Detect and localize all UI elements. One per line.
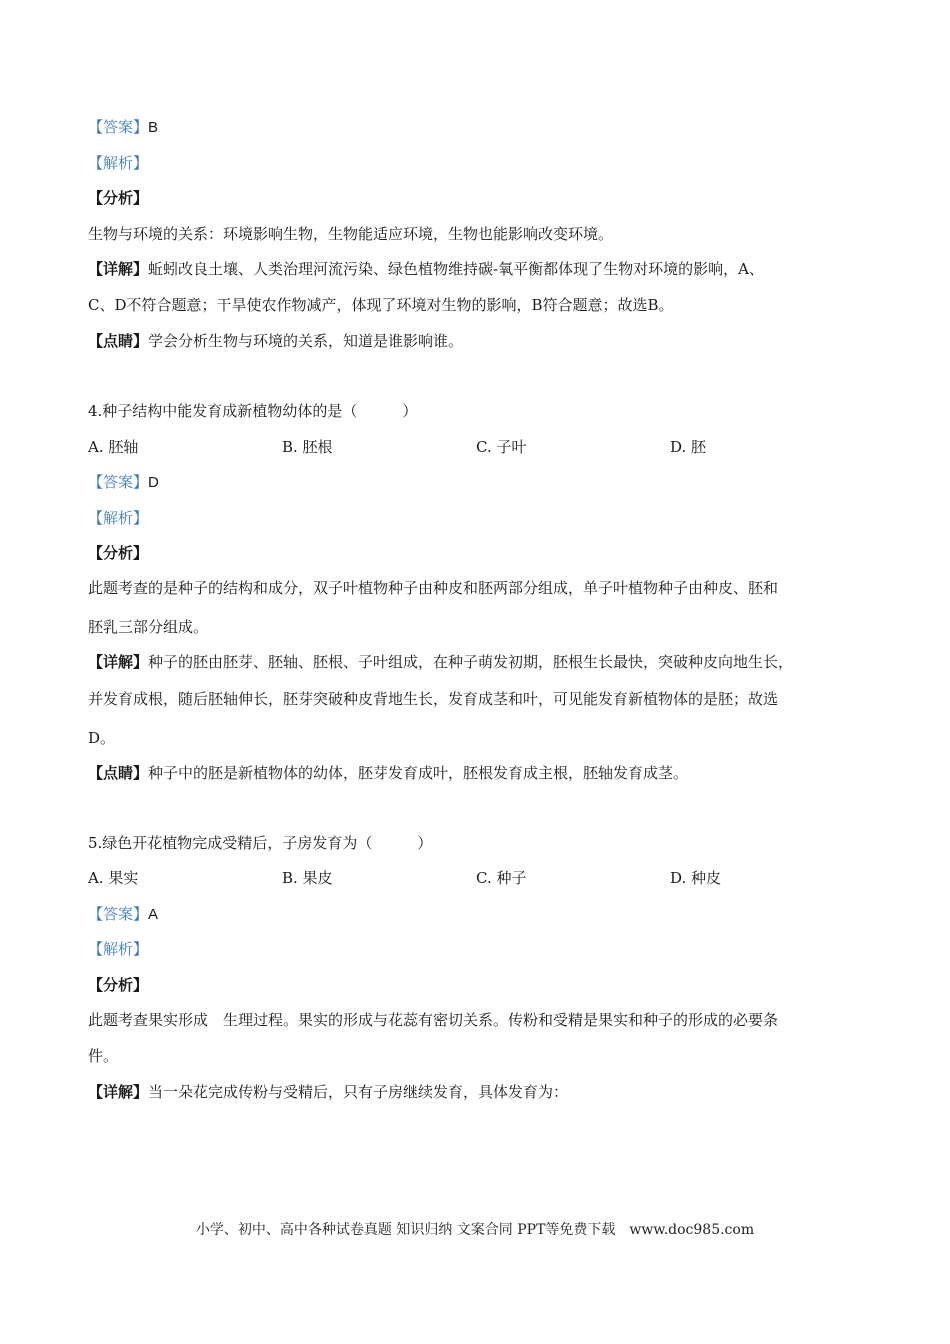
q4-xiangjie-tag: 【详解】 <box>88 653 149 671</box>
q5-option-d: D. 种皮 <box>670 869 722 887</box>
q4-option-b: B. 胚根 <box>282 438 333 456</box>
q5-answer-value: A <box>148 906 159 923</box>
q3-answer-value: B <box>148 119 159 136</box>
q3-fenxi-tag: 【分析】 <box>88 189 149 207</box>
q5-answer <box>88 904 158 925</box>
q4-option-c: C. 子叶 <box>476 438 527 456</box>
q3-xiangjie-text1: 蚯蚓改良土壤、人类治理河流污染、绿色植物维持碳-氧平衡都体现了生物对环境的影响，A、 <box>148 260 764 278</box>
q3-fenxi-text: 生物与环境的关系：环境影响生物，生物能适应环境，生物也能影响改变环境。 <box>88 225 614 243</box>
q5-xiangjie-text: 当一朵花完成传粉与受精后，只有子房继续发育，具体发育为： <box>148 1083 569 1101</box>
q4-dianjing-tag: 【点睛】 <box>88 764 149 782</box>
q5-option-c: C. 种子 <box>476 869 527 887</box>
q4-answer-tag: 【答案】 <box>88 473 149 491</box>
q4-xiangjie-line1 <box>88 652 793 672</box>
q4-answer-value: D <box>148 474 159 491</box>
q5-fenxi-line1: 此题考查果实形成 生理过程。果实的形成与花蕊有密切关系。传粉和受精是果实和种子的形成的必要条 <box>88 1011 779 1029</box>
q5-answer-tag: 【答案】 <box>88 905 149 923</box>
q4-question: 4.种子结构中能发育成新植物幼体的是（ ） <box>88 402 418 420</box>
q3-xiangjie-tag: 【详解】 <box>88 260 149 278</box>
q5-jiexi-tag: 【解析】 <box>88 940 149 958</box>
q5-option-b: B. 果皮 <box>282 869 333 887</box>
q3-xiangjie-line1 <box>88 259 764 279</box>
q3-dianjing <box>88 331 463 351</box>
q5-xiangjie <box>88 1082 568 1102</box>
q5-fenxi-tag: 【分析】 <box>88 976 149 994</box>
q4-jiexi-tag: 【解析】 <box>88 509 149 527</box>
q5-xiangjie-tag: 【详解】 <box>88 1083 149 1101</box>
q3-xiangjie-line2: C、D不符合题意；干旱使农作物减产，体现了环境对生物的影响，B符合题意；故选B。 <box>88 296 674 314</box>
q5-option-a: A. 果实 <box>88 869 139 887</box>
q5-question: 5.绿色开花植物完成受精后，子房发育为（ ） <box>88 834 433 852</box>
q3-dianjing-tag: 【点睛】 <box>88 332 149 350</box>
q4-xiangjie-text1: 种子的胚由胚芽、胚轴、胚根、子叶组成，在种子萌发初期，胚根生长最快，突破种皮向地生长， <box>148 653 794 671</box>
q4-dianjing <box>88 763 688 783</box>
q4-xiangjie-line2: 并发育成根，随后胚轴伸长，胚芽突破种皮背地生长，发育成茎和叶，可见能发育新植物体的是胚；故选 <box>88 690 779 708</box>
page-footer: 小学、初中、高中各种试卷真题 知识归纳 文案合同 PPT等免费下载 www.doc985.com <box>195 1222 755 1238</box>
q4-fenxi-tag: 【分析】 <box>88 544 149 562</box>
q3-jiexi-tag: 【解析】 <box>88 154 149 172</box>
q3-dianjing-text: 学会分析生物与环境的关系，知道是谁影响谁。 <box>148 332 464 350</box>
q4-fenxi-line1: 此题考查的是种子的结构和成分，双子叶植物种子由种皮和胚两部分组成，单子叶植物种子由种皮、胚和 <box>88 579 779 597</box>
q5-fenxi-line2: 件。 <box>88 1047 119 1065</box>
q4-fenxi-line2: 胚乳三部分组成。 <box>88 618 209 636</box>
q4-answer <box>88 472 159 493</box>
q4-xiangjie-line3: D。 <box>88 729 116 747</box>
q4-dianjing-text: 种子中的胚是新植物体的幼体，胚芽发育成叶，胚根发育成主根，胚轴发育成茎。 <box>148 764 689 782</box>
q4-option-a: A. 胚轴 <box>88 438 139 456</box>
q3-answer-tag: 【答案】 <box>88 118 149 136</box>
q3-answer <box>88 117 158 138</box>
q4-option-d: D. 胚 <box>670 438 707 456</box>
